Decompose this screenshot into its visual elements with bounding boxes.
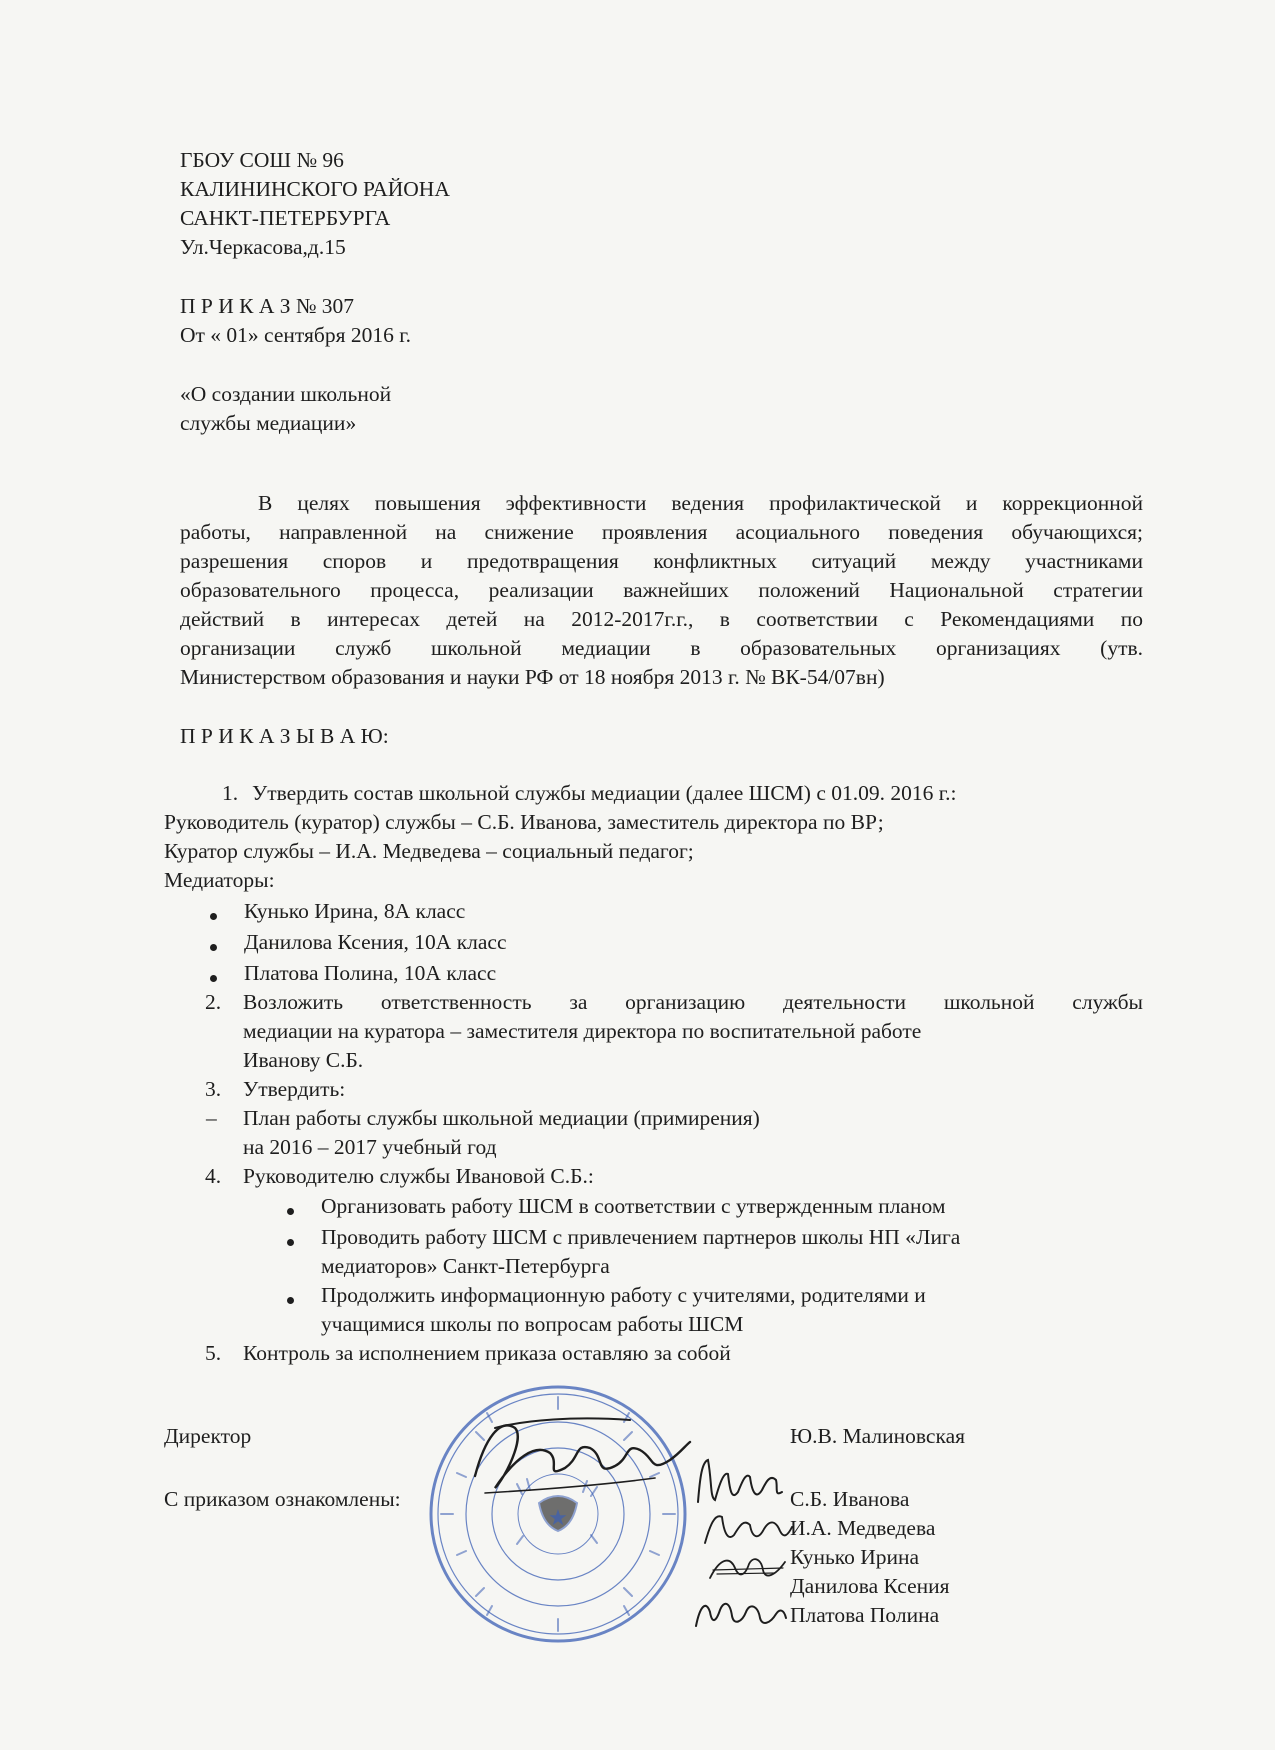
bullet-icon	[287, 1239, 294, 1246]
bullet-icon	[287, 1208, 294, 1215]
preamble-line: образовательного процесса, реализации важнейших положений Национальной стратегии	[180, 578, 1143, 602]
item-4-bullet-cont: медиаторов» Санкт-Петербурга	[321, 1254, 610, 1278]
signature-icon	[690, 1592, 790, 1637]
acquainted-name: Платова Полина	[790, 1603, 940, 1627]
acquainted-name: Данилова Ксения	[790, 1574, 950, 1598]
director-signature-icon	[455, 1398, 695, 1508]
item-2-line: Возложить ответственность за организацию деятельности школьной службы	[243, 990, 1143, 1014]
order-title-line-1: «О создании школьной	[180, 382, 392, 406]
order-date: От « 01» сентября 2016 г.	[180, 323, 411, 347]
service-curator-line: Куратор службы – И.А. Медведева – социальный педагог;	[164, 839, 694, 863]
item-4-bullet-cont: учащимися школы по вопросам работы ШСМ	[321, 1312, 744, 1336]
mediators-label: Медиаторы:	[164, 868, 275, 892]
service-head-line: Руководитель (куратор) службы – С.Б. Иванова, заместитель директора по ВР;	[164, 810, 884, 834]
preamble-line: разрешения споров и предотвращения конфликтных ситуаций между участниками	[180, 549, 1143, 573]
svg-text:★: ★	[548, 1505, 568, 1530]
item-2-line: медиации на куратора – заместителя директора по воспитательной работе	[243, 1019, 922, 1043]
item-number: 2.	[205, 990, 222, 1014]
director-label: Директор	[164, 1424, 252, 1448]
item-2-line: Иванову С.Б.	[243, 1048, 364, 1072]
preamble-line: организации служб школьной медиации в образовательных организациях (утв.	[180, 636, 1143, 660]
dash-marker: –	[206, 1106, 217, 1130]
order-number: П Р И К А З № 307	[180, 294, 355, 318]
org-line-1: ГБОУ СОШ № 96	[180, 148, 344, 172]
preamble-line: действий в интересах детей на 2012-2017г.г., в соответствии с Рекомендациями по	[180, 607, 1143, 631]
bullet-icon	[210, 913, 217, 920]
org-line-2: КАЛИНИНСКОГО РАЙОНА	[180, 177, 450, 201]
org-address: Ул.Черкасова,д.15	[180, 235, 346, 259]
acquainted-name: С.Б. Иванова	[790, 1487, 910, 1511]
acquainted-name: Кунько Ирина	[790, 1545, 920, 1569]
item-3-sub-line: на 2016 – 2017 учебный год	[243, 1135, 497, 1159]
signature-icon	[705, 1548, 790, 1588]
bullet-icon	[287, 1297, 294, 1304]
item-4-text: Руководителю службы Ивановой С.Б.:	[243, 1164, 594, 1188]
mediator-item: Кунько Ирина, 8А класс	[244, 899, 466, 923]
mediator-item: Платова Полина, 10А класс	[244, 961, 497, 985]
acquainted-name: И.А. Медведева	[790, 1516, 936, 1540]
prikazyvayu-heading: П Р И К А З Ы В А Ю:	[180, 724, 389, 748]
item-4-bullet: Продолжить информационную работу с учителями, родителями и	[321, 1283, 926, 1307]
director-name: Ю.В. Малиновская	[790, 1424, 966, 1448]
preamble	[180, 489, 1143, 692]
item-1-text: Утвердить состав школьной службы медиации (далее ШСМ) с 01.09. 2016 г.:	[252, 781, 957, 805]
item-3-text: Утвердить:	[243, 1077, 346, 1101]
signature-icon	[700, 1505, 795, 1550]
preamble-line: В целях повышения эффективности ведения профилактической и коррекционной	[258, 491, 1143, 515]
preamble-line: Министерством образования и науки РФ от 18 ноября 2013 г. № ВК-54/07вн)	[180, 665, 885, 689]
bullet-icon	[210, 944, 217, 951]
order-title-line-2: службы медиации»	[180, 411, 357, 435]
item-4-bullet: Организовать работу ШСМ в соответствии с утвержденным планом	[321, 1194, 946, 1218]
item-2	[243, 988, 1143, 1075]
item-number: 3.	[205, 1077, 222, 1101]
org-line-3: САНКТ-ПЕТЕРБУРГА	[180, 206, 391, 230]
item-5-text: Контроль за исполнением приказа оставляю за собой	[243, 1341, 731, 1365]
signature-icon	[690, 1452, 790, 1512]
bullet-icon	[210, 975, 217, 982]
item-number: 1.	[222, 781, 239, 805]
acquainted-label: С приказом ознакомлены:	[164, 1487, 401, 1511]
item-3-sub-line: План работы службы школьной медиации (примирения)	[243, 1106, 760, 1130]
item-number: 5.	[205, 1341, 222, 1365]
preamble-line: работы, направленной на снижение проявления асоциального поведения обучающихся;	[180, 520, 1143, 544]
item-number: 4.	[205, 1164, 222, 1188]
mediator-item: Данилова Ксения, 10А класс	[244, 930, 507, 954]
item-4-bullet: Проводить работу ШСМ с привлечением партнеров школы НП «Лига	[321, 1225, 961, 1249]
